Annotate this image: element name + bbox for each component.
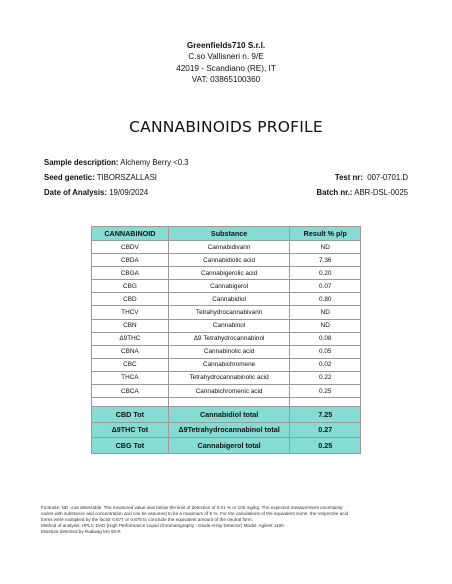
sample-description-label: Sample description:: [44, 158, 119, 167]
info-row-2: [44, 171, 408, 186]
table-row: [92, 358, 361, 371]
total-value: 0.25: [290, 438, 361, 454]
substance-name: Cannabigerol: [168, 280, 290, 293]
result-value: ND: [290, 319, 361, 332]
substance-name: Cannabidivarin: [168, 241, 290, 254]
footnote-line: forms were multiplied by the factor 0.877 or 0.878 to conclude the equivalent amount of the neutral form.: [41, 517, 253, 523]
test-number-value: 007-0701.D: [367, 172, 408, 182]
analysis-date: [44, 186, 148, 201]
total-code: CBD Tot: [92, 407, 169, 423]
table-row: [92, 293, 361, 306]
result-value: ND: [290, 306, 361, 319]
cannabinoid-table: [91, 226, 361, 454]
result-value: 0.25: [290, 385, 361, 398]
table-row: [92, 345, 361, 358]
result-value: 7.36: [290, 254, 361, 267]
sample-description: [44, 156, 189, 171]
seed-genetic: [44, 171, 157, 186]
total-row: [92, 407, 361, 423]
substance-name: Δ9 Tetrahydrocannabinol: [168, 332, 290, 345]
footnote-line: varies with substance and concentration and can be assumed to be a maximum of 5 %. For the calculations of the equivalent sume, the respective acid: [41, 511, 349, 517]
sample-info: [44, 156, 408, 200]
seed-genetic-label: Seed genetic:: [44, 172, 95, 182]
result-value: 0.05: [290, 345, 361, 358]
cannabinoid-code: CBNA: [92, 345, 169, 358]
info-row-1: [44, 156, 408, 171]
cannabinoid-code: THCV: [92, 306, 169, 319]
sample-description-value: Alchemy Berry <0.3: [120, 158, 189, 167]
test-number: [335, 171, 408, 186]
analysis-date-value: 19/09/2024: [109, 187, 149, 197]
result-value: 0.80: [290, 293, 361, 306]
table-row: [92, 254, 361, 267]
batch-number: [317, 186, 408, 201]
column-header-cannabinoid: CANNABINOID: [92, 227, 169, 241]
batch-number-label: Batch nr.:: [316, 187, 353, 197]
table-row: [92, 332, 361, 345]
company-header: [0, 40, 452, 85]
total-substance: Cannabigerol total: [168, 438, 290, 454]
cannabinoid-code: THCA: [92, 371, 169, 384]
table-header-row: [92, 227, 361, 241]
result-value: ND: [290, 241, 361, 254]
table-spacer-row: [92, 398, 361, 407]
footnote-line: Moisture detected by Radwag MA 50.R: [41, 529, 121, 535]
total-code: Δ9THC Tot: [92, 422, 169, 438]
table-row: [92, 371, 361, 384]
test-number-label: Test nr:: [334, 172, 363, 182]
total-row: [92, 422, 361, 438]
result-value: 0.07: [290, 280, 361, 293]
substance-name: Cannabichromene: [168, 358, 290, 371]
result-value: 0.20: [290, 267, 361, 280]
cannabinoid-code: CBG: [92, 280, 169, 293]
analysis-date-label: Date of Analysis:: [44, 187, 107, 197]
result-value: 0.08: [290, 332, 361, 345]
column-header-substance: Substance: [168, 227, 290, 241]
page-title: CANNABINOIDS PROFILE: [129, 118, 323, 136]
result-value: 0.02: [290, 358, 361, 371]
info-row-3: [44, 186, 408, 201]
table-row: [92, 306, 361, 319]
cannabinoid-code: CBGA: [92, 267, 169, 280]
table-row: [92, 267, 361, 280]
company-vat: VAT: 03865100360: [191, 74, 261, 84]
result-value: 0.22: [290, 371, 361, 384]
cannabinoid-code: CBCA: [92, 385, 169, 398]
table-row: [92, 385, 361, 398]
substance-name: Cannabidiol: [168, 293, 290, 306]
substance-name: Tetrahydrocannabivarin: [168, 306, 290, 319]
cannabinoid-code: CBN: [92, 319, 169, 332]
cannabinoid-code: CBDV: [92, 241, 169, 254]
company-address-line1: C.so Vallisneri n. 9/E: [188, 52, 264, 62]
substance-name: Cannabichromenic acid: [168, 385, 290, 398]
spacer-cell: [168, 398, 290, 407]
cannabinoid-code: Δ9THC: [92, 332, 169, 345]
batch-number-value: ABR-DSL-0025: [354, 187, 408, 197]
total-value: 0.27: [290, 422, 361, 438]
table-row: [92, 280, 361, 293]
footnote-line: Method of analysis: HPLC-DAD (High Performance Liquid Chromatography - Diode Array Detector) Model: Agilent 1100: [41, 523, 284, 529]
spacer-cell: [92, 398, 169, 407]
total-row: [92, 438, 361, 454]
cannabinoid-code: CBDA: [92, 254, 169, 267]
cannabinoid-code: CBD: [92, 293, 169, 306]
footnote-line: Footnote: ND =not detectable. The measured value was below the limit of detection of 0.01 % or 100 mg/kg. The expected measurement uncertainty: [41, 505, 343, 510]
cannabinoid-code: CBC: [92, 358, 169, 371]
company-name: Greenfields710 S.r.l.: [186, 41, 266, 50]
total-substance: Cannabidiol total: [168, 407, 290, 423]
company-address-line2: 42019 - Scandiano (RE), IT: [176, 63, 276, 73]
substance-name: Cannabinol: [168, 319, 290, 332]
table-row: [92, 241, 361, 254]
spacer-cell: [290, 398, 361, 407]
footnote: [41, 505, 413, 535]
total-code: CBG Tot: [92, 438, 169, 454]
substance-name: Tetrahydrocannabinolic acid: [168, 371, 290, 384]
substance-name: Cannabinolic acid: [168, 345, 290, 358]
total-value: 7.25: [290, 407, 361, 423]
table-row: [92, 319, 361, 332]
seed-genetic-value: TIBORSZALLASI: [96, 172, 157, 182]
total-substance: Δ9Tetrahydrocannabinol total: [168, 422, 290, 438]
substance-name: Cannabidiolic acid: [168, 254, 290, 267]
column-header-result: Result % p/p: [290, 227, 361, 241]
substance-name: Cannabigerolic acid: [168, 267, 290, 280]
